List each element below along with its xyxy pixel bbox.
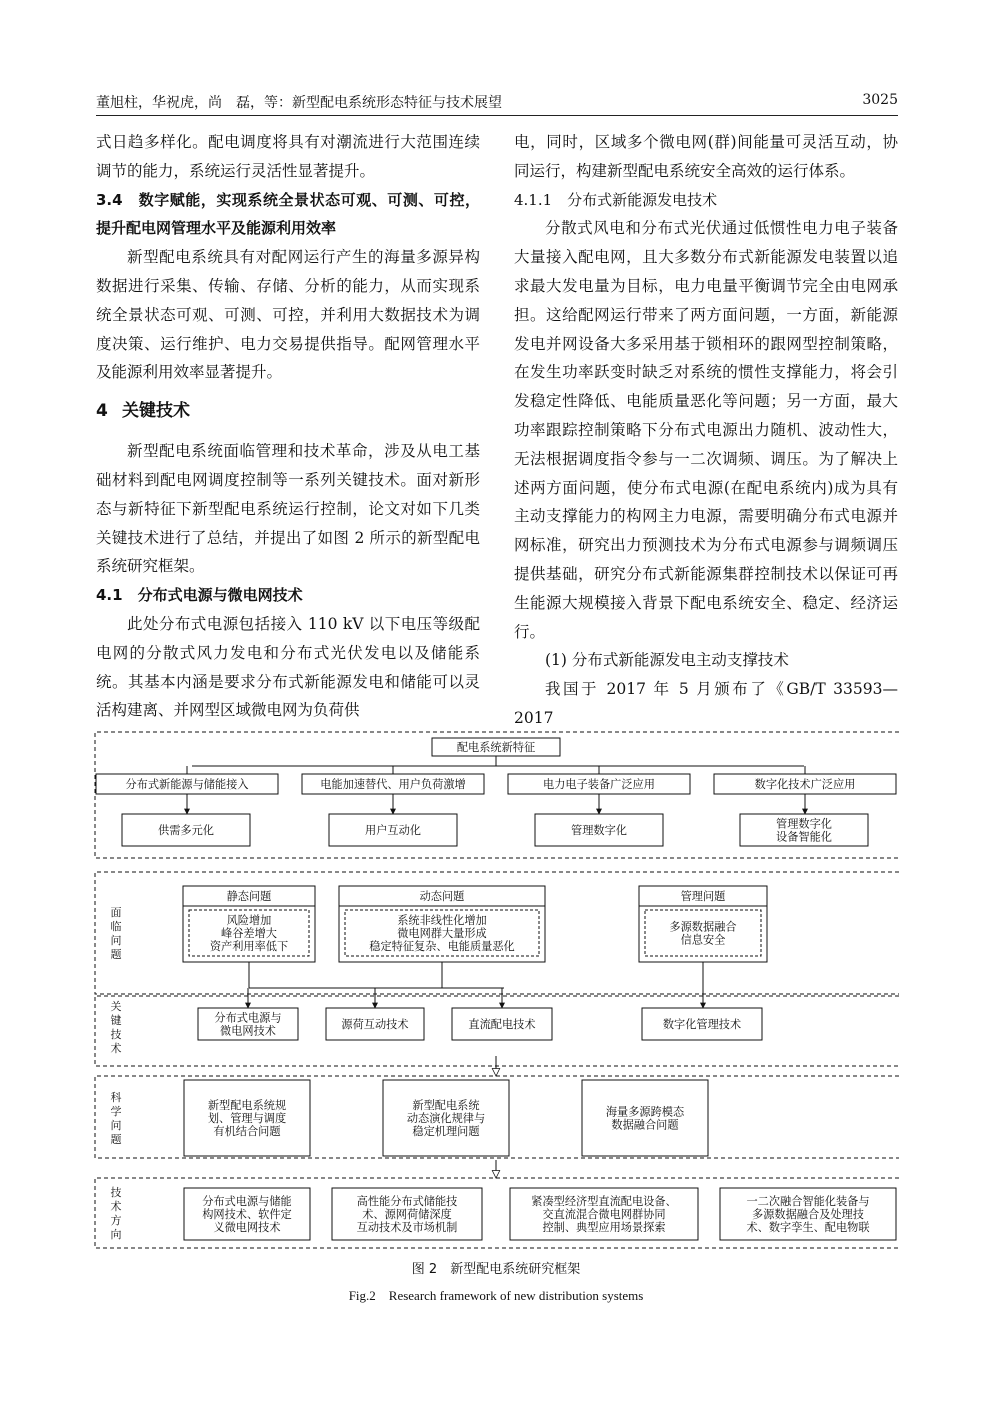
key-technology-text: 源荷互动技术 <box>341 1018 409 1031</box>
section-label-directions: 术 <box>110 1200 122 1213</box>
section-label-problems: 问 <box>110 934 122 947</box>
technology-direction-text: 分布式电源与储能 <box>202 1195 292 1208</box>
paragraph: 我国于 2017 年 5 月颁布了《GB/T 33593—2017 <box>514 680 898 727</box>
result-text: 用户互动化 <box>365 824 421 837</box>
key-technology-text: 数字化管理技术 <box>662 1018 742 1031</box>
technology-direction-text: 紧凑型经济型直流配电设备、 <box>531 1195 677 1208</box>
section-label-technologies: 关 <box>110 1000 122 1013</box>
page-number: 3025 <box>862 92 898 108</box>
section-label-technologies: 键 <box>110 1014 122 1027</box>
scientific-problem-text: 稳定机理问题 <box>412 1125 480 1138</box>
technology-direction-text: 构网技术、软件定 <box>202 1208 292 1221</box>
key-technology-text: 直流配电技术 <box>468 1018 536 1031</box>
scientific-problem-text: 新型配电系统 <box>412 1099 480 1112</box>
section-key-technologies <box>95 996 899 1066</box>
section-label-directions: 技 <box>110 1186 122 1199</box>
right-column <box>514 128 898 733</box>
section-label-scientific: 学 <box>110 1105 122 1118</box>
dynamic-problem-item: 系统非线性化增加 <box>397 914 487 927</box>
section-heading-4 <box>96 397 480 425</box>
result-text: 设备智能化 <box>776 830 832 844</box>
result-text: 供需多元化 <box>158 824 214 837</box>
paragraph: 新型配电系统面临管理和技术革命，涉及从电工基础材料到配电网调度控制等一系列关键技术。面对新形态与新特征下新型配电系统运行控制，论文对如下几类关键技术进行了总结，并提出了如图 2 所示的新型配电系统研究框架。 <box>96 442 480 576</box>
section-label-scientific: 问 <box>110 1119 122 1132</box>
technology-direction-text: 术、数字孪生、配电物联 <box>746 1221 870 1234</box>
paragraph: 电，同时，区域多个微电网(群)间能量可灵活互动，协同运行，构建新型配电系统安全高效的运行体系。 <box>514 133 898 180</box>
features-title-text: 配电系统新特征 <box>456 741 536 754</box>
figure-caption-cn: 图 2 新型配电系统研究框架 <box>411 1262 581 1277</box>
scientific-problem-text: 有机结合问题 <box>213 1125 281 1138</box>
subsection-heading-4-1-1: 4.1.1 分布式新能源发电技术 <box>514 190 718 209</box>
key-technology-text: 分布式电源与 <box>214 1011 282 1025</box>
section-title: 关键技术 <box>122 401 190 422</box>
technology-direction-text: 一二次融合智能化装备与 <box>746 1195 870 1208</box>
left-column <box>96 128 480 725</box>
static-problem-item: 峰谷差增大 <box>221 927 277 940</box>
scientific-problem-text: 新型配电系统规 <box>207 1099 287 1112</box>
section-label-directions: 向 <box>110 1228 122 1241</box>
running-header-title: 董旭柱，华祝虎，尚 磊，等：新型配电系统形态特征与技术展望 <box>96 95 502 111</box>
dynamic-problem-title: 动态问题 <box>419 890 465 903</box>
feature-text: 电能加速替代、用户负荷激增 <box>320 778 466 791</box>
paragraph: (1) 分布式新能源发电主动支撑技术 <box>545 651 789 670</box>
result-text: 管理数字化 <box>571 824 627 837</box>
section-number: 4 <box>96 401 108 422</box>
dynamic-problem-item: 稳定特征复杂、电能质量恶化 <box>369 940 515 953</box>
technology-direction-text: 高性能分布式储能技 <box>356 1195 458 1208</box>
management-problem-item: 信息安全 <box>680 933 726 947</box>
framework-figure <box>94 730 900 1255</box>
paragraph: 分散式风电和分布式光伏通过低惯性电力电子装备大量接入配电网，且大多数分布式新能源发电装置以追求最大发电量为目标，电力电量平衡调节完全由电网承担。这给配网运行带来了两方面问题，一方面，新能源发电并网设备大多采用基于锁相环的跟网型控制策略，在发生功率跃变时缺乏对系统的惯性支撑能力，将会引发稳定性降低、电能质量恶化等问题；另一方面，最大功率跟踪控制策略下分布式电源出力随机、波动性大，无法根据调度指令参与一二次调频、调压。为了解决上述两方面问题，使分布式电源(在配电系统内)成为具有主动支撑能力的构网主力电源，需要明确分布式电源并网标准，研究出力预测技术为分布式电源参与调频调压提供基础，研究分布式新能源集群控制技术以保证可再生能源大规模接入背景下配电系统安全、稳定、经济运行。 <box>514 219 898 641</box>
management-problem-title: 管理问题 <box>680 890 726 903</box>
section-label-scientific: 题 <box>110 1133 122 1146</box>
technology-direction-text: 多源数据融合及处理技 <box>752 1208 864 1221</box>
section-label-technologies: 术 <box>110 1042 122 1055</box>
section-heading-3-4: 3.4 数字赋能，实现系统全景状态可观、可测、可控，提升配电网管理水平及能源利用效率 <box>96 190 480 238</box>
figure-caption-en: Fig.2 Research framework of new distribution systems <box>348 1288 644 1303</box>
result-text: 管理数字化 <box>776 817 832 831</box>
scientific-problem-text: 划、管理与调度 <box>207 1112 287 1125</box>
section-label-scientific: 科 <box>110 1091 122 1104</box>
technology-direction-text: 互动技术及市场机制 <box>356 1221 458 1234</box>
section-problems <box>95 872 899 994</box>
section-heading-4-1: 4.1 分布式电源与微电网技术 <box>96 586 303 605</box>
scientific-problem-text: 海量多源跨模态 <box>605 1105 685 1119</box>
section-label-problems: 临 <box>110 920 122 933</box>
section-label-problems: 题 <box>110 948 122 961</box>
paragraph: 此处分布式电源包括接入 110 kV 以下电压等级配电网的分散式风力发电和分布式光伏发电以及储能系统。其基本内涵是要求分布式新能源发电和储能可以灵活构建离、并网型区域微电网为负荷供 <box>96 614 480 720</box>
feature-text: 电力电子装备广泛应用 <box>543 778 655 791</box>
feature-text: 数字化技术广泛应用 <box>754 778 856 791</box>
framework-diagram <box>94 730 900 1255</box>
key-technology-text: 微电网技术 <box>220 1024 276 1038</box>
technology-direction-text: 控制、典型应用场景探索 <box>542 1221 666 1234</box>
scientific-problem-text: 数据融合问题 <box>611 1118 679 1132</box>
static-problem-title: 静态问题 <box>226 890 272 903</box>
static-problem-item: 风险增加 <box>226 914 272 927</box>
management-problem-item: 多源数据融合 <box>669 920 737 934</box>
section-label-technologies: 技 <box>110 1028 122 1041</box>
scientific-problem-text: 动态演化规律与 <box>406 1112 486 1125</box>
running-header <box>96 92 898 116</box>
paragraph: 新型配电系统具有对配网运行产生的海量多源异构数据进行采集、传输、存储、分析的能力，从而实现系统全景状态可观、可测、可控，并利用大数据技术为调度决策、运行维护、电力交易提供指导。配网管理水平及能源利用效率显著提升。 <box>96 248 480 382</box>
static-problem-item: 资产利用率低下 <box>209 940 289 953</box>
feature-text: 分布式新能源与储能接入 <box>125 778 249 791</box>
section-label-problems: 面 <box>110 906 122 919</box>
dynamic-problem-item: 微电网群大量形成 <box>397 927 487 940</box>
technology-direction-text: 交直流混合微电网群协同 <box>542 1208 666 1221</box>
section-label-directions: 方 <box>110 1214 122 1227</box>
paragraph: 式日趋多样化。配电调度将具有对潮流进行大范围连续调节的能力，系统运行灵活性显著提升。 <box>96 133 480 180</box>
technology-direction-text: 义微电网技术 <box>213 1221 281 1234</box>
technology-direction-text: 术、源网荷储深度 <box>362 1208 452 1221</box>
